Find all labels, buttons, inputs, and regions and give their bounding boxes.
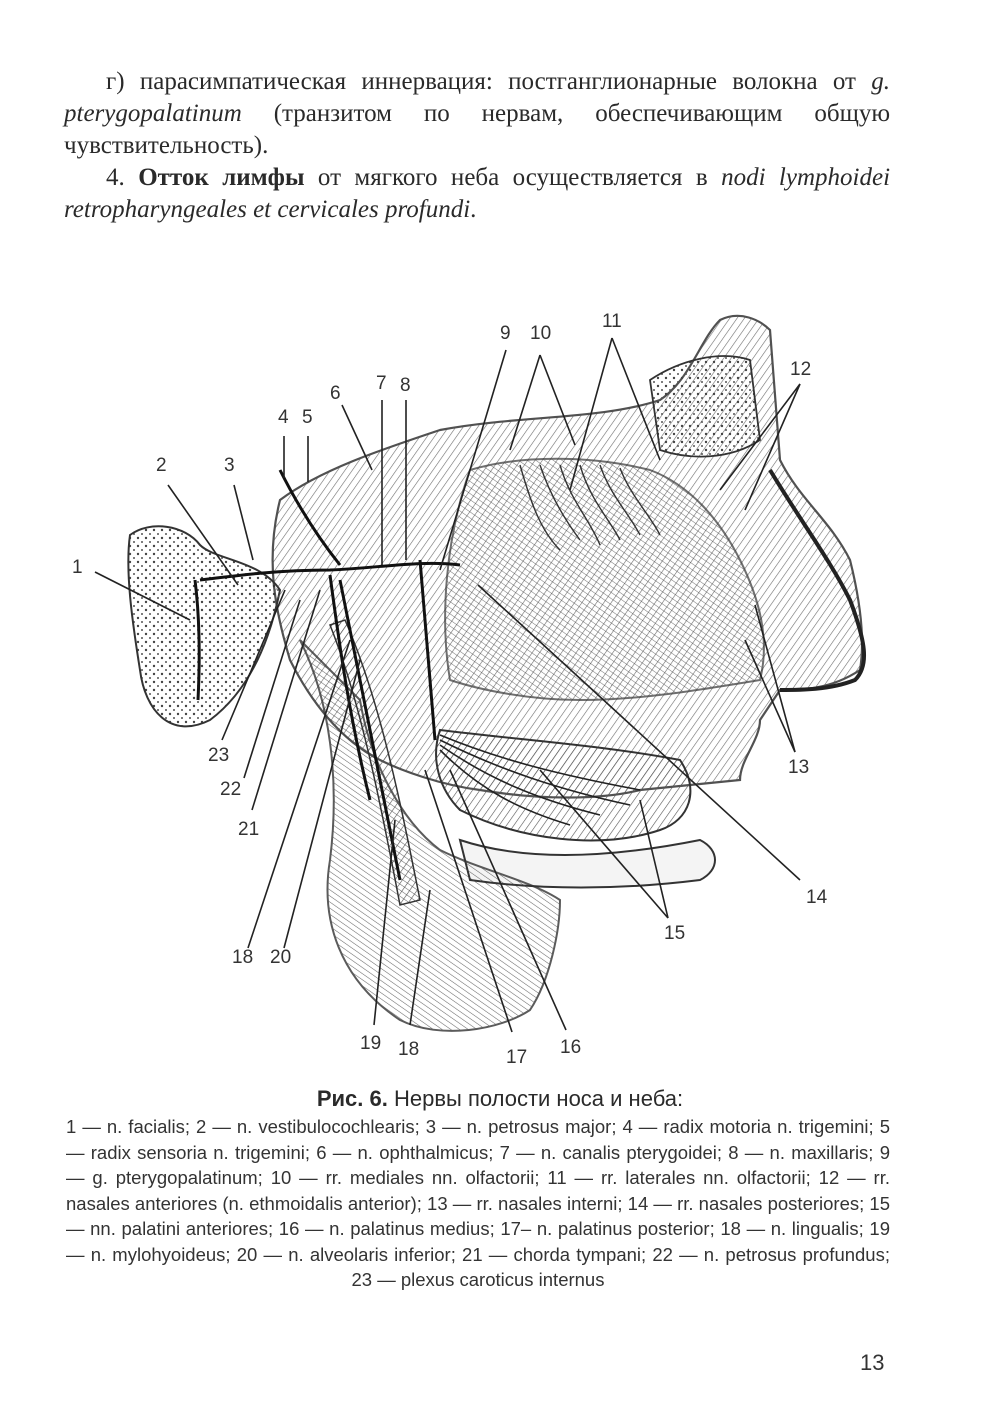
label-15: 15 (664, 923, 686, 944)
label-22: 22 (220, 779, 242, 800)
label-2: 2 (156, 455, 167, 476)
p2-end: . (470, 196, 477, 223)
label-18-upper: 18 (232, 947, 254, 968)
p1-italic: g. pterygopalatinum (64, 68, 890, 127)
p2-bold: Отток лимфы (138, 164, 305, 191)
page-number: 13 (860, 1350, 885, 1375)
label-17: 17 (506, 1047, 528, 1068)
p2-italic: nodi lymphoidei retropharyngeales et cervicales profundi (64, 164, 891, 223)
caption-figure-number: Рис. 6. (316, 1086, 388, 1111)
label-18-lower: 18 (398, 1039, 420, 1060)
label-6: 6 (330, 383, 341, 404)
label-5: 5 (302, 407, 313, 428)
label-8: 8 (400, 375, 411, 396)
p1-text-a: г) парасимпатическая иннервация: постганглионарные волокна от (106, 68, 872, 95)
anatomical-figure (0, 300, 1000, 1080)
sinus-top (650, 356, 760, 456)
label-13: 13 (788, 757, 810, 778)
paragraph-parasympathetic (64, 66, 890, 162)
label-21: 21 (238, 819, 260, 840)
label-23: 23 (208, 745, 230, 766)
temporal-bone (128, 526, 280, 726)
label-4: 4 (278, 407, 289, 428)
label-14: 14 (806, 887, 828, 908)
p1-text-b: (транзитом по нервам, обеспечивающим общую чувствительность). (64, 100, 890, 159)
label-3: 3 (224, 455, 235, 476)
label-7: 7 (376, 373, 387, 394)
p2-text-a: от мягкого неба осуществляется в (304, 164, 722, 191)
label-12: 12 (790, 359, 812, 380)
figure-caption-title (0, 1086, 1000, 1112)
nerve-illustration (0, 300, 1000, 1080)
body-text (64, 66, 890, 226)
figure-legend: 1 — n. facialis; 2 — n. vestibulocochlearis; 3 — n. petrosus major; 4 — radix motoria n. trigemini; 5 — radix sensoria n. trigemini; 6 — n. ophthalmicus; 7 — n. canalis pterygoidei; 8 — n. maxillaris; 9 — g. pterygopalatinum; 10 — rr. mediales nn. olfactorii; 11 — rr. laterales nn. olfactorii; 12 — rr. nasales anteriores (n. ethmoidalis anterior); 13 — rr. nasales interni; 14 — rr. nasales posteriores; 15 — nn. palatini anteriores; 16 — n. palatinus medius; 17– n. palatinus posterior; 18 — n. lingualis; 19 — n. mylohyoideus; 20 — n. alveolaris inferior; 21 — chorda tympani; 22 — n. petrosus profundus; 23 — plexus caroticus internus (66, 1116, 890, 1290)
label-16: 16 (560, 1037, 582, 1058)
label-1: 1 (72, 557, 83, 578)
label-19: 19 (360, 1033, 382, 1054)
label-20: 20 (270, 947, 292, 968)
caption-title-text: Нервы полости носа и неба: (387, 1086, 684, 1111)
label-10: 10 (530, 323, 552, 344)
label-11: 11 (602, 311, 622, 332)
paragraph-lymph (64, 162, 890, 226)
p2-number: 4. (106, 164, 139, 191)
label-9: 9 (500, 323, 511, 344)
